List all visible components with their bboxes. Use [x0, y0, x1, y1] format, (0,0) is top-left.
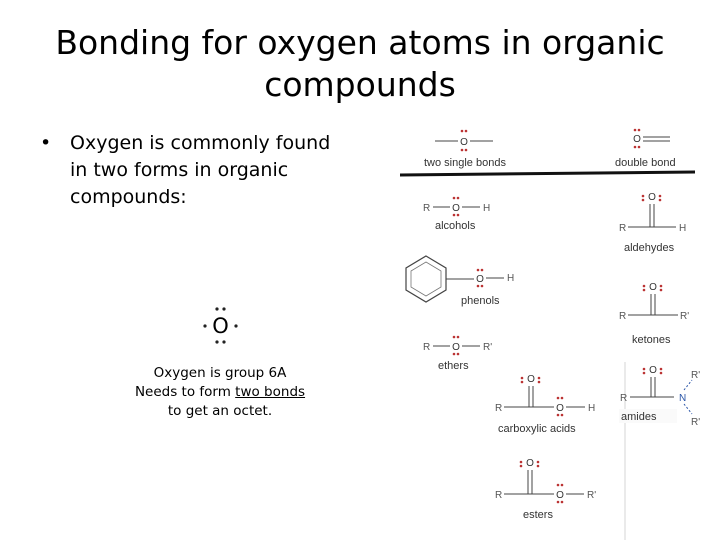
svg-text:O: O: [527, 374, 535, 385]
title-line-2: compounds: [264, 65, 456, 104]
svg-text:O: O: [649, 365, 657, 376]
header-divider: [400, 172, 695, 175]
label-double-bond: double bond: [615, 157, 676, 169]
svg-text:O: O: [476, 274, 484, 285]
svg-text:H: H: [679, 223, 687, 234]
label-ethers: ethers: [438, 360, 469, 372]
alcohols-structure: [423, 197, 490, 232]
functional-groups-svg: [390, 120, 720, 540]
svg-text:R: R: [423, 203, 431, 214]
bullet-text: [70, 130, 370, 211]
oxygen-symbol: O: [212, 314, 229, 338]
bullet-line-1: Oxygen is commonly found: [70, 132, 331, 154]
label-esters: esters: [523, 509, 553, 521]
svg-text:R: R: [423, 342, 431, 353]
label-carboxylic-acids: carboxylic acids: [498, 423, 576, 435]
bullet-dot: •: [40, 132, 52, 154]
svg-text:O: O: [526, 458, 534, 469]
svg-text:O: O: [648, 192, 656, 203]
bullet-line-2: in two forms in organic: [70, 159, 289, 181]
svg-text:R: R: [620, 393, 628, 404]
svg-text:O: O: [452, 342, 460, 353]
ethers-structure: [423, 336, 492, 372]
svg-text:O: O: [556, 490, 564, 501]
svg-text:R: R: [619, 223, 627, 234]
svg-text:H: H: [483, 203, 491, 214]
label-alcohols: alcohols: [435, 220, 476, 232]
svg-text:R: R: [495, 490, 503, 501]
two-single-bonds-header: [424, 130, 506, 169]
caption-line-1: Oxygen is group 6A: [153, 365, 287, 381]
label-amides: amides: [621, 411, 657, 423]
bullet-line-3: compounds:: [70, 186, 187, 208]
label-two-single-bonds: two single bonds: [424, 157, 506, 169]
svg-text:H: H: [507, 273, 515, 284]
svg-text:O: O: [556, 403, 564, 414]
aldehydes-structure: [619, 192, 686, 254]
caption-line-2: Needs to form two bonds: [134, 384, 306, 400]
svg-text:O: O: [460, 137, 468, 148]
label-phenols: phenols: [461, 295, 500, 307]
svg-text:R': R': [680, 311, 690, 322]
ketones-structure: [619, 282, 689, 346]
caption-line-3: to get an octet.: [167, 403, 273, 419]
label-aldehydes: aldehydes: [624, 242, 675, 254]
oxygen-lewis-dot: [201, 306, 241, 346]
svg-text:N: N: [679, 393, 687, 404]
svg-text:O: O: [633, 134, 641, 145]
phenols-structure: [406, 256, 514, 307]
svg-text:O: O: [649, 282, 657, 293]
svg-text:O: O: [452, 203, 460, 214]
svg-text:H: H: [588, 403, 596, 414]
label-ketones: ketones: [632, 334, 671, 346]
amides-structure: [619, 362, 700, 540]
functional-groups-diagram: [390, 120, 720, 540]
carboxylic-acids-structure: [495, 374, 595, 435]
svg-text:R': R': [691, 417, 701, 428]
svg-text:R: R: [619, 311, 627, 322]
svg-text:R': R': [587, 490, 597, 501]
svg-text:R': R': [691, 370, 701, 381]
title-line-1: Bonding for oxygen atoms in organic: [55, 23, 665, 62]
double-bond-header: [615, 129, 676, 169]
oxygen-caption: [120, 364, 320, 421]
esters-structure: [495, 458, 596, 521]
slide-title: [0, 22, 720, 106]
caption-underlined: two bonds: [235, 384, 306, 400]
svg-text:R: R: [495, 403, 503, 414]
svg-text:R': R': [483, 342, 493, 353]
